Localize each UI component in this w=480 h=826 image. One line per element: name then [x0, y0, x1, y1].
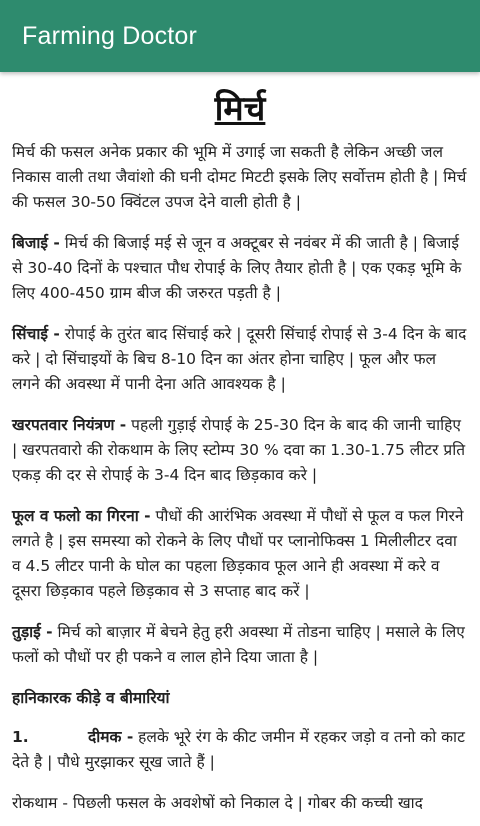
- pest-item: [12, 725, 468, 775]
- section-weed-control: [12, 413, 468, 488]
- section-lead: खरपतवार नियंत्रण -: [12, 416, 127, 434]
- section-harvesting: [12, 620, 468, 670]
- app-title: Farming Doctor: [22, 21, 198, 50]
- page-title: मिर्च: [214, 89, 266, 129]
- section-text: पौधों की आरंभिक अवस्था में पौधों से फूल व फल गिरने लगते है | इस समस्या को रोकने के लिए पौधों पर प्लानोफिक्स 1 मिलीलीटर दवा व 4.5 लीटर पानी के घोल का पहला छिड़काव फूल आने ही अवस्था में करे व दूसरा छिड़काव पहले छिड़काव से 3 सप्ताह बाद करें |: [12, 507, 464, 600]
- article-content: [0, 72, 480, 826]
- section-text: मिर्च को बाज़ार में बेचने हेतु हरी अवस्था में तोडना चाहिए | मसाले के लिए फलों को पौधों पर ही पकने व लाल होने दिया जाता है |: [12, 623, 465, 666]
- pest-lead: दीमक -: [88, 728, 134, 746]
- section-text: पहली गुड़ाई रोपाई के 25-30 दिन के बाद की जानी चाहिए | खरपतवारो की रोकथाम के लिए स्टोम्प 30 % दवा का 1.30-1.75 लीटर प्रति एकड़ की दर से रोपाई के 3-4 दिन बाद छिड़काव करे |: [12, 416, 466, 484]
- pests-heading: हानिकारक कीड़े व बीमारियां: [12, 689, 170, 707]
- section-lead: बिजाई -: [12, 234, 60, 252]
- section-lead: सिंचाई -: [12, 325, 60, 343]
- section-flower-fruit-drop: [12, 504, 468, 604]
- section-lead: फूल व फलो का गिरना -: [12, 507, 151, 525]
- intro-paragraph: मिर्च की फसल अनेक प्रकार की भूमि में उगाई जा सकती है लेकिन अच्छी जल निकास वाली तथा जैवांशो की घनी दोमट मिटटी इसके लिए सर्वोत्तम होती है | मिर्च की फसल 30-50 क्विंटल उपज देने वाली होती है |: [12, 143, 467, 211]
- section-lead: तुड़ाई -: [12, 623, 53, 641]
- section-text: रोपाई के तुरंत बाद सिंचाई करे | दूसरी सिंचाई रोपाई से 3-4 दिन के बाद करे | दो सिंचाइयों के बिच 8-10 दिन का अंतर होना चाहिए | फूल और फल लगने की अवस्था में पानी देना अति आवश्यक है |: [12, 325, 467, 393]
- section-text: मिर्च की बिजाई मई से जून व अक्टूबर से नवंबर में की जाती है | बिजाई से 30-40 दिनों के पश्चात पौध रोपाई के लिए तैयार होती है | एक एकड़ भूमि के लिए 400-450 ग्राम बीज की जरुरत पड़ती है |: [12, 234, 462, 302]
- pest-number: 1.: [12, 728, 29, 746]
- control-paragraph: रोकथाम - पिछली फसल के अवशेषों को निकाल दे | गोबर की कच्ची खाद: [12, 794, 423, 812]
- app-bar: [0, 0, 480, 72]
- pest-text: हलके भूरे रंग के कीट जमीन में रहकर जड़ो व तनो को काट देते है | पौधे मुरझाकर सूख जाते हैं |: [12, 728, 465, 771]
- section-sowing: [12, 231, 468, 306]
- section-irrigation: [12, 322, 468, 397]
